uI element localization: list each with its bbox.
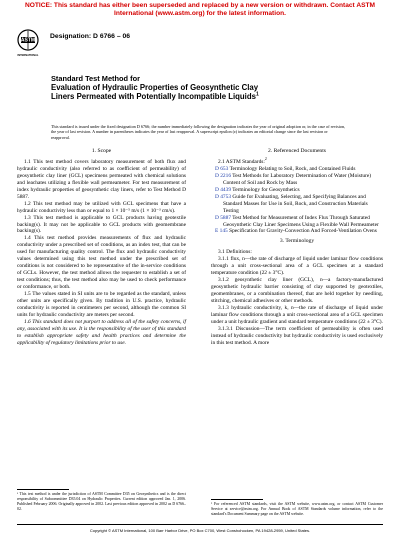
astm-standards-mark: 2 — [264, 157, 267, 162]
ref-code-link[interactable]: E 145 — [215, 228, 228, 235]
notice-line-2: International (www.astm.org) for the latest information. — [114, 10, 286, 17]
astm-standards-label — [211, 159, 383, 166]
footnote-rule-right — [211, 499, 263, 500]
ref-item — [211, 166, 383, 173]
ref-text: Specification for Gravity-Convection And Forced-Ventilation Ovens — [229, 228, 377, 235]
notice-line-1: NOTICE: This standard has either been superseded and replaced by a new version or withdrawn. Contact ASTM — [24, 2, 376, 9]
paragraph-1-6: 1.6 This standard does not purport to address all of the safety concerns, if any, associated with its use. It is the responsibility of the user of this standard to establish appropriate safety and health practices and determine the applicability of regulatory limitations prior to use. — [17, 318, 186, 346]
paragraph-1-4: 1.4 This test method provides measurements of flux and hydraulic conductivity under a prescribed set of conditions, as an index test, that can be used for manufacturing quality control. The flux and hydraulic conductivity values determined using this test method under the prescribed set of conditions is not considered to be representative of the in-service conditions of GCLs. However, the test method allows the requester to establish a set of test conditions; thus, the test method also may be used to check performance or conformance, or both. — [17, 235, 186, 291]
paragraph-1-1: 1.1 This test method covers laboratory measurement of both flux and hydraulic conductivity (also referred to as coefficient of permeability) of geosynthetic clay liner (GCL) specimens permeated with chemical solutions and leachates utilizing a flexible wall permeameter. For test measurement of index hydraulic properties of geosynthetic clay liners, refer to Test Method D 5887. — [17, 158, 186, 200]
ref-code-link[interactable]: D 5887 — [215, 214, 232, 221]
logo-caption: INTERNATIONAL — [17, 54, 39, 57]
paragraph-1-2: 1.2 This test method may be utilized with GCL specimens that have a hydraulic conductivity less than or equal to 1 × 10⁻⁵ m/s (1 × 10⁻³ cm/s). — [17, 200, 186, 214]
svg-text:ASTM: ASTM — [20, 37, 36, 44]
ref-text: Terminology Relating to Soil, Rock, and Contained Fluids — [229, 165, 356, 172]
title-line-3-wrap — [51, 92, 351, 101]
ref-item — [211, 187, 383, 194]
ref-text: Guide for Evaluating, Selecting, and Specifying Balances and Standard Masses for Use in Soil, Rock, and Construction Materials Testing — [223, 193, 368, 214]
notice-banner — [0, 2, 400, 18]
ref-text: Terminology for Geosynthetics — [232, 186, 300, 193]
footnote-1: ¹ This test method is under the jurisdiction of ASTM Committee D35 on Geosynthetics and is the direct responsibility of Subcommittee D35.04 on Hydraulic Properties. Current edition approved Jan. 1, 2006. Published February 2006. Originally approved in 2002. Last previous edition approved in 2002 as D 6766–02. — [17, 492, 186, 511]
ref-item — [211, 173, 383, 187]
paragraph-1-3: 1.3 This test method is applicable to GCL products having geotextile backing(s). It may not be applicable to GCL products with geomembrane backing(s). — [17, 214, 186, 235]
astm-logo — [17, 29, 39, 59]
ref-code-link[interactable]: D 2216 — [215, 172, 232, 179]
paragraph-3-1-3: 3.1.3 hydraulic conductivity, k, n—the rate of discharge of liquid under laminar flow conditions through a unit cross-sectional area of a GCL specimen under a unit hydraulic gradient and standard temperature conditions (22 ± 3°C). — [211, 305, 383, 325]
ref-code-link[interactable]: D 4439 — [215, 186, 232, 193]
ref-item — [211, 228, 383, 235]
ref-code-link[interactable]: D 4753 — [215, 193, 232, 200]
footer-rule — [17, 524, 383, 525]
ref-item — [211, 194, 383, 215]
section-1-heading: 1. Scope — [91, 148, 112, 154]
astm-standards-text: 2.1 ASTM Standards: — [218, 158, 265, 165]
paragraph-3-1-3-1: 3.1.3.1 Discussion—The term coefficient of permeability is often used instead of hydraulic conductivity but hydraulic conductivity is used exclusively in this test method. A more — [211, 325, 383, 346]
designation: Designation: D 6766 – 06 — [50, 33, 131, 40]
copyright-footer: Copyright © ASTM International, 100 Barr Harbor Drive, PO Box C700, West Conshohocken, PA 19428-2959, United States. — [89, 528, 311, 533]
section-3-heading: 3. Terminology — [279, 238, 315, 245]
left-column — [17, 148, 186, 347]
footnote-2: ² For referenced ASTM standards, visit the ASTM website, www.astm.org, or contact ASTM Customer Service at service@astm.org. For Annual Book of ASTM Standards volume information, refer to the standard's Document Summary page on the ASTM website. — [211, 502, 383, 516]
ref-code-link[interactable]: D 653 — [215, 165, 229, 172]
document-title — [51, 74, 351, 102]
ref-text: Test Methods for Laboratory Determination of Water (Moisture) Content of Soil and Rock by Mass — [223, 172, 372, 186]
title-line-2: Evaluation of Hydraulic Properties of Geosynthetic Clay — [51, 83, 259, 92]
ref-item — [211, 215, 383, 229]
right-column — [211, 148, 383, 347]
paragraph-3-1: 3.1 Definitions: — [218, 249, 252, 256]
paragraph-3-1-2: 3.1.2 geosynthetic clay liner (GCL), n—a factory-manufactured geosynthetic hydraulic barrier consisting of clay supported by geotextiles, geomembranes, or a combination thereof, that are held together by needling, stitching, chemical adhesives or other methods. — [211, 277, 383, 305]
paragraph-1-5: 1.5 The values stated in SI units are to be regarded as the standard, unless other units are specifically given. By tradition in U.S. practice, hydraulic conductivity is reported in centimeters per second, although the common SI units for hydraulic conductivity are meters per second. — [17, 291, 186, 318]
title-line-3: Liners Permeated with Potentially Incompatible Liquids — [51, 92, 256, 102]
issued-notice: This standard is issued under the fixed designation D 6766; the number immediately following the designation indicates the year of original adoption or, in the case of revision, the year of last revision. A number in parentheses indicates the year of last reapproval. A superscript epsilon (ε) indicates an editorial change since the last revision or reapproval. — [51, 124, 346, 140]
ref-text: Test Method for Measurement of Index Flux Through Saturated Geosynthetic Clay Liner Specimens Using a Flexible Wall Permeameter — [223, 214, 379, 228]
paragraph-3-1-1: 3.1.1 flux, n—the rate of discharge of liquid under laminar flow conditions through a unit cross-sectional area of a GCL specimen at a standard temperature condition (22 ± 3°C). — [211, 256, 383, 277]
title-footnote-mark: 1 — [255, 91, 259, 98]
title-line-1: Standard Test Method for — [51, 74, 140, 83]
footnote-rule-left — [17, 489, 69, 490]
section-2-heading: 2. Referenced Documents — [268, 148, 326, 154]
